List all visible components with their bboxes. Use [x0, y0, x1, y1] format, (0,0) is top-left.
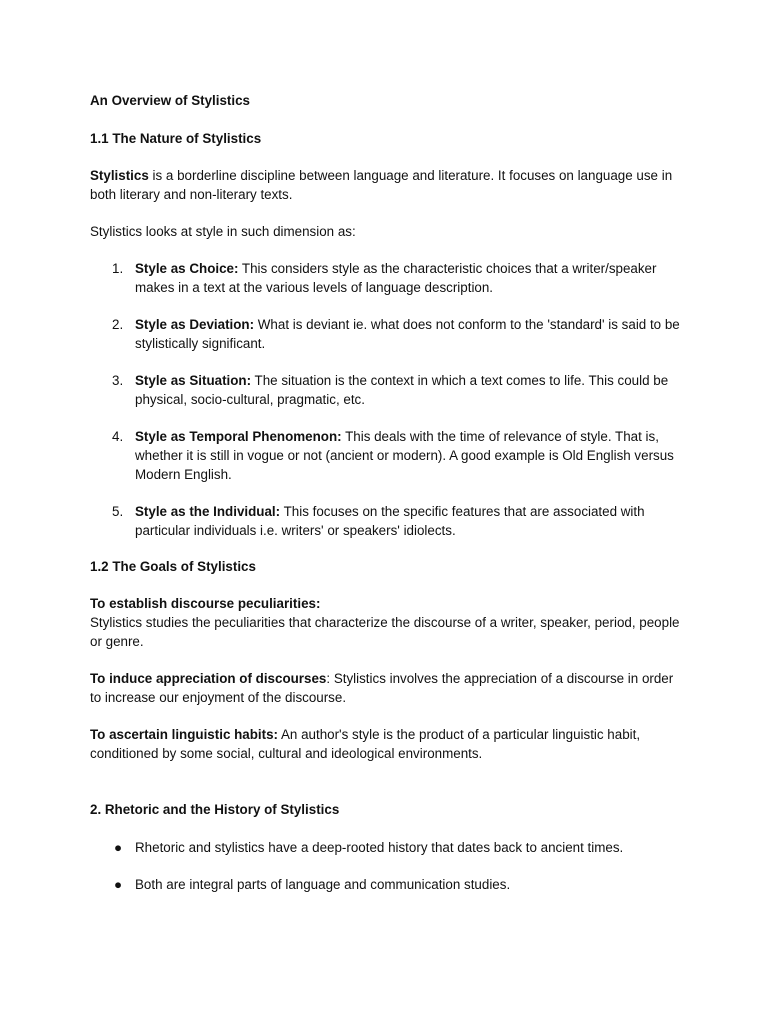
section-heading-2: 2. Rhetoric and the History of Stylistics	[90, 802, 340, 817]
goal-term: To ascertain linguistic habits:	[90, 727, 278, 742]
list-number: 4.	[112, 429, 124, 444]
list-item	[90, 371, 680, 409]
bullet-icon: ●	[114, 840, 123, 855]
list-item-text: This deals with the time of relevance of style. That is, whether it is still in vogue or not (ancient or modern). A good example is Old English versus Modern English.	[135, 429, 674, 482]
list-item	[90, 427, 680, 484]
list-number: 3.	[112, 373, 124, 388]
list-number: 5.	[112, 504, 124, 519]
list-item	[90, 259, 680, 297]
goal-paragraph	[90, 594, 680, 651]
rhetoric-bullet-list	[90, 838, 680, 894]
bullet-icon: ●	[114, 877, 123, 892]
goal-term: To induce appreciation of discourses	[90, 671, 327, 686]
list-item-term: Style as Temporal Phenomenon:	[135, 429, 342, 444]
dimension-lead: Stylistics looks at style in such dimension as:	[90, 224, 356, 239]
goal-paragraph	[90, 669, 680, 707]
intro-term: Stylistics	[90, 168, 149, 183]
goal-text: : Stylistics involves the appreciation of a discourse in order to increase our enjoyment of the discourse.	[90, 671, 674, 705]
list-item	[90, 315, 680, 353]
section-heading-1-2: 1.2 The Goals of Stylistics	[90, 559, 256, 574]
section-heading-1-1: 1.1 The Nature of Stylistics	[90, 131, 262, 146]
style-dimensions-list	[90, 259, 680, 540]
intro-paragraph	[90, 166, 680, 204]
list-item-term: Style as Deviation:	[135, 317, 255, 332]
list-number: 2.	[112, 317, 124, 332]
goal-term: To establish discourse peculiarities:	[90, 596, 321, 611]
list-item-term: Style as the Individual:	[135, 504, 281, 519]
list-item	[90, 875, 680, 894]
goal-text: An author's style is the product of a particular linguistic habit, conditioned by some social, cultural and ideological environments.	[90, 727, 641, 761]
goal-paragraph	[90, 725, 680, 763]
list-item-text: What is deviant ie. what does not conform to the 'standard' is said to be stylistically significant.	[135, 317, 680, 351]
list-item-text: Rhetoric and stylistics have a deep-rooted history that dates back to ancient times.	[135, 840, 624, 855]
document-title: An Overview of Stylistics	[90, 93, 251, 108]
list-item-text: This considers style as the characteristic choices that a writer/speaker makes in a text at the various levels of language description.	[135, 261, 657, 295]
list-item-term: Style as Situation:	[135, 373, 252, 388]
list-item	[90, 838, 680, 857]
list-item-text: The situation is the context in which a text comes to life. This could be physical, socio-cultural, pragmatic, etc.	[135, 373, 669, 407]
document-page	[90, 91, 680, 912]
list-number: 1.	[112, 261, 124, 276]
list-item-text: Both are integral parts of language and communication studies.	[135, 877, 511, 892]
intro-text: is a borderline discipline between language and literature. It focuses on language use in both literary and non-literary texts.	[90, 168, 673, 202]
goal-text: Stylistics studies the peculiarities that characterize the discourse of a writer, speaker, period, people or genre.	[90, 615, 680, 649]
list-item-term: Style as Choice:	[135, 261, 239, 276]
list-item	[90, 502, 680, 540]
list-item-text: This focuses on the specific features that are associated with particular individuals i.e. writers' or speakers' idiolects.	[135, 504, 645, 538]
